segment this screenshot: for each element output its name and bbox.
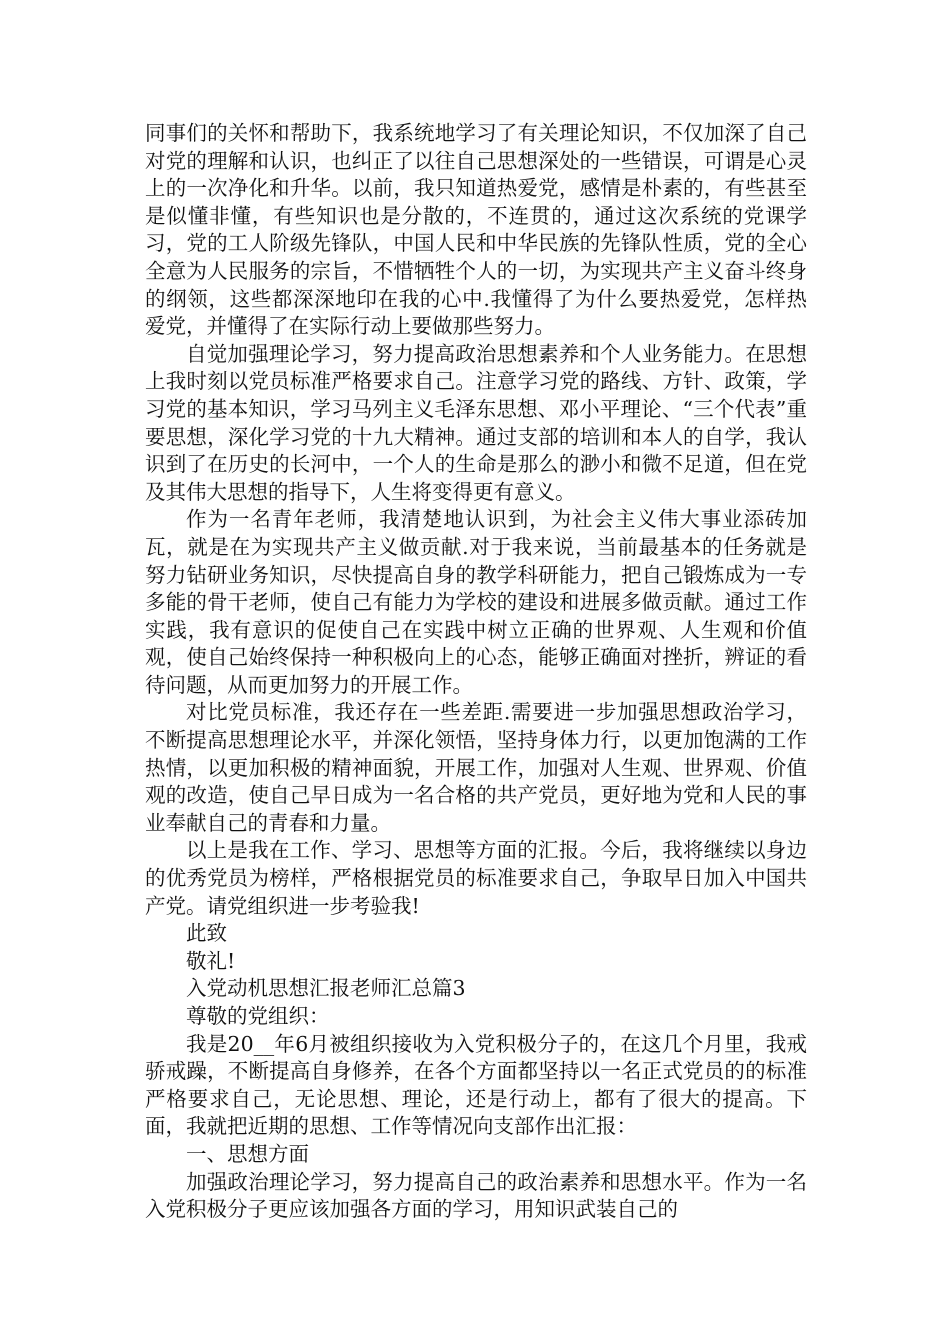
paragraph: 以上是我在工作、学习、思想等方面的汇报。今后，我将继续以身边的优秀党员为榜样，严格根据党员的标准要求自己，争取早日加入中国共产党。请党组织进一步考验我! bbox=[145, 838, 807, 918]
salutation-greeting: 尊敬的党组织： bbox=[186, 1004, 330, 1028]
salutation-closing: 此致 bbox=[186, 921, 227, 946]
section-heading: 一、思想方面 bbox=[186, 1141, 309, 1166]
salutation-respect: 敬礼! bbox=[186, 948, 236, 973]
paragraph: 我是20__年6月被组织接收为入党积极分子的，在这几个月里，我戒骄戒躁，不断提高自身修养，在各个方面都坚持以一名正式党员的的标准严格要求自己，无论思想、理论，还是行动上，都有了很大的提高。下面，我就把近期的思想、工作等情况向支部作出汇报： bbox=[145, 1031, 807, 1139]
paragraph: 对比党员标准，我还存在一些差距.需要进一步加强思想政治学习，不断提高思想理论水平，并深化领悟，坚持身体力行，以更加饱满的工作热情，以更加积极的精神面貌，开展工作，加强对人生观、世界观、价值观的改造，使自己早日成为一名合格的共产党员，更好地为党和人民的事业奉献自己的青春和力量。 bbox=[145, 700, 807, 835]
paragraph: 自觉加强理论学习，努力提高政治思想素养和个人业务能力。在思想上我时刻以党员标准严格要求自己。注意学习党的路线、方针、政策，学习党的基本知识，学习马列主义毛泽东思想、邓小平理论、“三个代表”重要思想，深化学习党的十九大精神。通过支部的培训和本人的自学，我认识到了在历史的长河中，一个人的生命是那么的渺小和微不足道，但在党及其伟大思想的指导下，人生将变得更有意义。 bbox=[145, 341, 807, 504]
document-body bbox=[145, 120, 807, 1224]
paragraph: 同事们的关怀和帮助下，我系统地学习了有关理论知识，不仅加深了自己对党的理解和认识，也纠正了以往自己思想深处的一些错误，可谓是心灵上的一次净化和升华。以前，我只知道热爱党，感情是朴素的，有些甚至是似懂非懂，有些知识也是分散的，不连贯的，通过这次系统的党课学习，党的工人阶级先锋队，中国人民和中华民族的先锋队性质，党的全心全意为人民服务的宗旨，不惜牺牲个人的一切，为实现共产主义奋斗终身的纲领，这些都深深地印在我的心中.我懂得了为什么要热爱党，怎样热爱党，并懂得了在实际行动上要做那些努力。 bbox=[145, 121, 807, 339]
paragraph: 加强政治理论学习，努力提高自己的政治素养和思想水平。作为一名入党积极分子更应该加强各方面的学习，用知识武装自己的 bbox=[145, 1169, 807, 1222]
section-title: 入党动机思想汇报老师汇总篇3 bbox=[186, 976, 466, 1001]
paragraph: 作为一名青年老师，我清楚地认识到，为社会主义伟大事业添砖加瓦，就是在为实现共产主义做贡献.对于我来说，当前最基本的任务就是努力钻研业务知识，尽快提高自身的教学科研能力，把自己锻炼成为一专多能的骨干老师，使自己有能力为学校的建设和进展多做贡献。通过工作实践，我有意识的促使自己在实践中树立正确的世界观、人生观和价值观，使自己始终保持一种积极向上的心态，能够正确面对挫折，辨证的看待问题，从而更加努力的开展工作。 bbox=[145, 507, 807, 697]
